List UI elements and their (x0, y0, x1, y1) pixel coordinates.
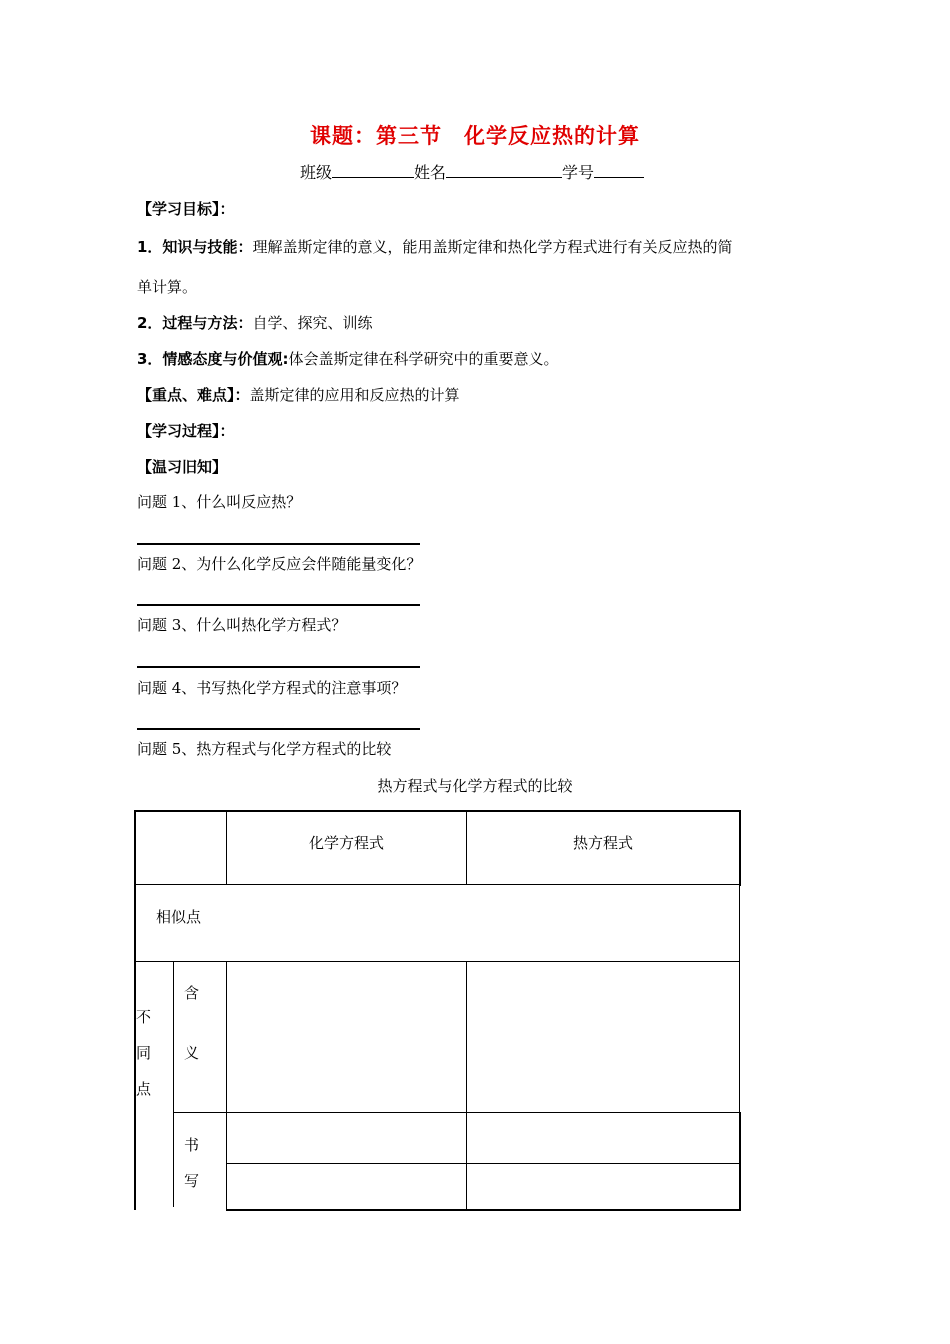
process-heading: 【学习过程】： (137, 422, 235, 440)
class-label: 班级 (300, 163, 333, 182)
question-4: 问题 4、书写热化学方程式的注意事项？ (137, 679, 407, 697)
name-blank (446, 163, 562, 178)
student-info (300, 160, 644, 183)
answer-line-3 (137, 666, 420, 668)
page-title: 课题：第三节 化学反应热的计算 (310, 124, 640, 148)
answer-line-2 (137, 604, 420, 606)
question-1: 问题 1、什么叫反应热？ (137, 493, 302, 511)
table-rule (174, 1112, 740, 1113)
class-blank (332, 163, 414, 178)
table-rule (466, 961, 467, 1211)
differ-label-char: 点 (136, 1080, 152, 1098)
similar-label: 相似点 (156, 908, 202, 926)
objective-1-text: 理解盖斯定律的意义，能用盖斯定律和热化学方程式进行有关反应热的简 (252, 238, 733, 256)
number-blank (594, 163, 644, 178)
table-border-right (739, 1112, 741, 1211)
review-heading: 【温习旧知】 (137, 458, 228, 476)
answer-line-4 (137, 728, 420, 730)
objective-3 (137, 348, 558, 369)
table-rule (226, 961, 227, 1211)
question-3: 问题 3、什么叫热化学方程式？ (137, 616, 347, 634)
question-2: 问题 2、为什么化学反应会伴随能量变化？ (137, 555, 422, 573)
table-border-right (739, 810, 741, 886)
differ-label-char: 不 (136, 1008, 152, 1026)
table-rule (227, 1163, 740, 1164)
table-caption: 热方程式与化学方程式的比较 (377, 777, 573, 795)
objective-3-label: 3．情感态度与价值观: (137, 350, 289, 368)
objective-1 (137, 236, 732, 257)
meaning-label-char: 义 (184, 1044, 200, 1062)
table-border-bottom (227, 1209, 741, 1211)
objective-1-cont: 单计算。 (137, 278, 198, 296)
header-chem-equation: 化学方程式 (308, 834, 384, 852)
table-rule (134, 961, 739, 962)
key-points-text: 盖斯定律的应用和反应热的计算 (249, 386, 460, 404)
objective-1-label: 1．知识与技能： (137, 238, 253, 256)
answer-line-1 (137, 543, 420, 545)
meaning-label-char: 含 (184, 984, 200, 1002)
differ-label-char: 同 (136, 1044, 152, 1062)
objective-2-text: 自学、探究、训练 (252, 314, 373, 332)
number-label: 学号 (562, 163, 595, 182)
objective-3-text: 体会盖斯定律在科学研究中的重要意义。 (288, 350, 559, 368)
table-rule (173, 961, 174, 1207)
writing-label-char: 书 (184, 1136, 200, 1154)
objective-2-label: 2．过程与方法： (137, 314, 253, 332)
key-points (137, 384, 460, 405)
objectives-heading: 【学习目标】： (137, 200, 235, 218)
header-thermo-equation: 热方程式 (572, 834, 633, 852)
table-border-right (739, 886, 740, 1112)
objective-2 (137, 312, 372, 333)
name-label: 姓名 (414, 163, 447, 182)
writing-label-char: 写 (184, 1172, 200, 1190)
question-5: 问题 5、热方程式与化学方程式的比较 (137, 740, 392, 758)
key-points-label: 【重点、难点】： (137, 386, 250, 404)
